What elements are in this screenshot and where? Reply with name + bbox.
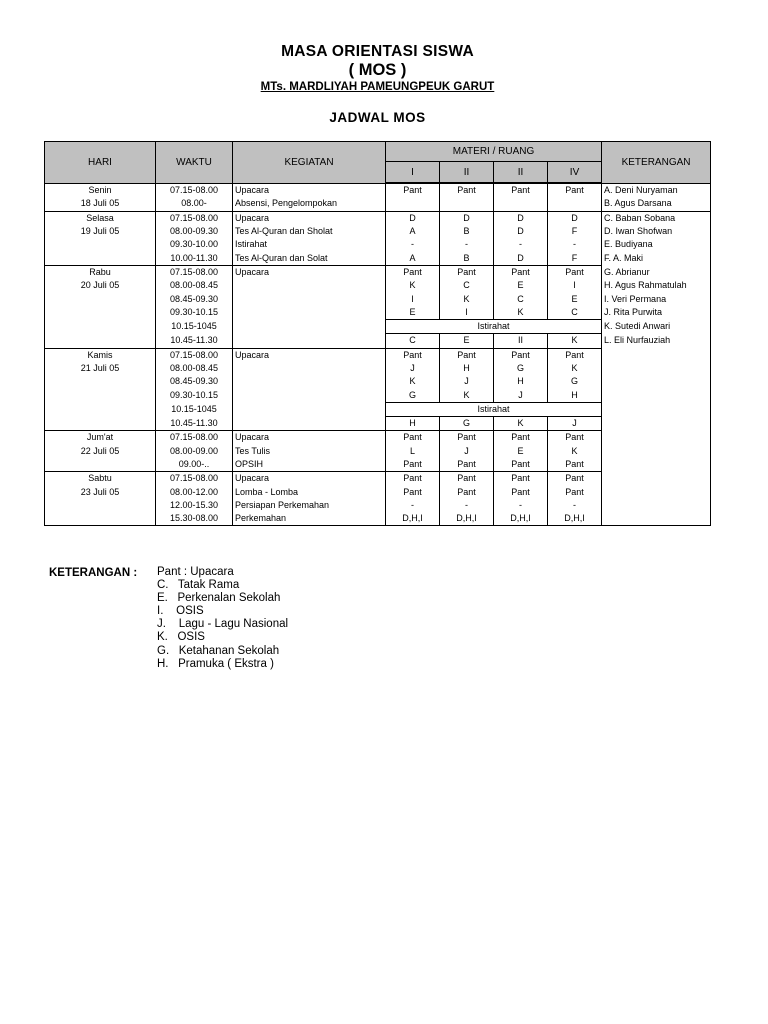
cell-materi-room-3: K xyxy=(494,417,548,431)
table-row xyxy=(45,319,711,333)
cell-keterangan: F. A. Maki xyxy=(602,251,711,265)
cell-kegiatan: Absensi, Pengelompokan xyxy=(233,197,386,211)
cell-waktu: 10.15-1045 xyxy=(156,402,233,416)
cell-hari xyxy=(45,417,156,431)
cell-hari xyxy=(45,334,156,348)
cell-materi-room-4: F xyxy=(548,251,602,265)
cell-materi-room-3: D xyxy=(494,251,548,265)
cell-materi-room-1: C xyxy=(386,334,440,348)
legend-label: KETERANGAN : xyxy=(49,567,138,579)
table-row xyxy=(45,306,711,320)
cell-waktu: 07.15-08.00 xyxy=(156,183,233,197)
legend-list xyxy=(157,566,288,671)
legend-item: K. OSIS xyxy=(157,631,205,644)
cell-materi-room-2: Pant xyxy=(440,486,494,499)
header-room-1: I xyxy=(386,162,440,184)
document-title: MASA ORIENTASI SISWA xyxy=(281,43,474,60)
cell-waktu: 08.00- xyxy=(156,197,233,211)
cell-materi-room-4: K xyxy=(548,334,602,348)
cell-waktu: 09.30-10.15 xyxy=(156,388,233,402)
cell-kegiatan: Upacara xyxy=(233,431,386,445)
cell-materi-room-3: C xyxy=(494,292,548,305)
legend-item: J. Lagu - Lagu Nasional xyxy=(157,618,289,631)
cell-kegiatan: Upacara xyxy=(233,211,386,225)
cell-waktu: 08.00-12.00 xyxy=(156,486,233,499)
cell-materi-room-3: D,H,I xyxy=(494,512,548,526)
cell-hari: 20 Juli 05 xyxy=(45,279,156,292)
cell-kegiatan: Lomba - Lomba xyxy=(233,486,386,499)
cell-keterangan: I. Veri Permana xyxy=(602,292,711,305)
cell-keterangan: C. Baban Sobana xyxy=(602,211,711,225)
cell-materi-room-4: Pant xyxy=(548,472,602,486)
cell-materi-room-2: D xyxy=(440,211,494,225)
cell-hari: Sabtu xyxy=(45,472,156,486)
cell-materi-room-3: Pant xyxy=(494,486,548,499)
cell-materi-room-4: E xyxy=(548,292,602,305)
cell-waktu: 09.00-.. xyxy=(156,458,233,472)
cell-waktu: 08.00-08.45 xyxy=(156,279,233,292)
schedule-body xyxy=(45,183,711,526)
table-row xyxy=(45,211,711,225)
cell-materi-room-1: Pant xyxy=(386,486,440,499)
cell-kegiatan: Tes Al-Quran dan Solat xyxy=(233,251,386,265)
cell-materi-room-1 xyxy=(386,197,440,211)
cell-waktu: 08.45-09.30 xyxy=(156,292,233,305)
cell-materi-room-4 xyxy=(548,197,602,211)
cell-materi-room-1: Pant xyxy=(386,458,440,472)
cell-materi-room-2: H xyxy=(440,362,494,375)
cell-materi-room-1: D xyxy=(386,211,440,225)
cell-keterangan: E. Budiyana xyxy=(602,238,711,251)
cell-keterangan: D. Iwan Shofwan xyxy=(602,225,711,238)
cell-materi-room-2: - xyxy=(440,238,494,251)
table-row xyxy=(45,334,711,348)
table-row xyxy=(45,279,711,292)
cell-materi-room-3: J xyxy=(494,388,548,402)
cell-materi-room-3: E xyxy=(494,279,548,292)
cell-kegiatan: Tes Tulis xyxy=(233,445,386,458)
cell-materi-room-3: Pant xyxy=(494,265,548,279)
cell-materi-room-2 xyxy=(440,197,494,211)
cell-materi-room-1: L xyxy=(386,445,440,458)
cell-materi-room-2: E xyxy=(440,334,494,348)
cell-keterangan: G. Abrianur xyxy=(602,265,711,279)
cell-materi-merged: Istirahat xyxy=(386,402,602,416)
cell-materi-room-3: D xyxy=(494,225,548,238)
cell-kegiatan xyxy=(233,402,386,416)
cell-materi-room-2: D,H,I xyxy=(440,512,494,526)
cell-hari: Senin xyxy=(45,183,156,197)
cell-materi-room-1: D,H,I xyxy=(386,512,440,526)
cell-materi-room-4: K xyxy=(548,445,602,458)
legend-item: Pant : Upacara xyxy=(157,566,234,578)
cell-keterangan: J. Rita Purwita xyxy=(602,306,711,320)
cell-kegiatan xyxy=(233,362,386,375)
cell-hari: 23 Juli 05 xyxy=(45,486,156,499)
cell-hari xyxy=(45,292,156,305)
legend-item: I. OSIS xyxy=(157,605,204,618)
cell-kegiatan xyxy=(233,279,386,292)
cell-hari xyxy=(45,458,156,472)
cell-materi-room-4: Pant xyxy=(548,431,602,445)
cell-materi-room-3: Pant xyxy=(494,431,548,445)
header-room-4: IV xyxy=(548,162,602,184)
cell-materi-room-1: Pant xyxy=(386,183,440,197)
cell-kegiatan: Tes Al-Quran dan Sholat xyxy=(233,225,386,238)
cell-materi-room-3: Pant xyxy=(494,348,548,362)
table-row xyxy=(45,238,711,251)
document-subtitle: ( MOS ) xyxy=(348,61,407,79)
cell-waktu: 08.00-09.30 xyxy=(156,225,233,238)
cell-materi-room-1: A xyxy=(386,251,440,265)
cell-kegiatan xyxy=(233,375,386,388)
cell-waktu: 09.30-10.15 xyxy=(156,306,233,320)
table-row xyxy=(45,197,711,211)
cell-waktu: 09.30-10.00 xyxy=(156,238,233,251)
legend-item: G. Ketahanan Sekolah xyxy=(157,644,280,657)
schedule-table xyxy=(44,141,711,526)
cell-hari xyxy=(45,251,156,265)
cell-waktu: 07.15-08.00 xyxy=(156,348,233,362)
header-hari: HARI xyxy=(45,142,156,184)
cell-materi-room-1: Pant xyxy=(386,265,440,279)
cell-materi-room-3: Pant xyxy=(494,183,548,197)
cell-materi-room-1: Pant xyxy=(386,348,440,362)
cell-materi-room-2: Pant xyxy=(440,458,494,472)
cell-materi-room-2: C xyxy=(440,279,494,292)
cell-hari: 22 Juli 05 xyxy=(45,445,156,458)
cell-waktu: 08.45-09.30 xyxy=(156,375,233,388)
cell-hari: Rabu xyxy=(45,265,156,279)
cell-kegiatan: Upacara xyxy=(233,472,386,486)
cell-materi-room-2: I xyxy=(440,306,494,320)
cell-materi-room-3: H xyxy=(494,375,548,388)
cell-materi-room-3: - xyxy=(494,499,548,512)
cell-materi-room-4: - xyxy=(548,499,602,512)
cell-materi-room-2: J xyxy=(440,375,494,388)
cell-keterangan: L. Eli Nurfauziah xyxy=(602,334,711,348)
cell-hari xyxy=(45,388,156,402)
cell-keterangan: A. Deni Nuryaman xyxy=(602,183,711,197)
cell-keterangan: H. Agus Rahmatulah xyxy=(602,279,711,292)
cell-waktu: 15.30-08.00 xyxy=(156,512,233,526)
cell-keterangan-empty xyxy=(602,348,711,526)
cell-waktu: 08.00-08.45 xyxy=(156,362,233,375)
cell-waktu: 10.15-1045 xyxy=(156,319,233,333)
header-kegiatan: KEGIATAN xyxy=(233,142,386,184)
cell-kegiatan: Upacara xyxy=(233,348,386,362)
cell-materi-room-4: D xyxy=(548,211,602,225)
header-waktu: WAKTU xyxy=(156,142,233,184)
cell-hari: 21 Juli 05 xyxy=(45,362,156,375)
cell-hari xyxy=(45,402,156,416)
cell-materi-room-4: Pant xyxy=(548,348,602,362)
cell-waktu: 08.00-09.00 xyxy=(156,445,233,458)
header-materi-ruang: MATERI / RUANG xyxy=(386,142,602,162)
cell-kegiatan: OPSIH xyxy=(233,458,386,472)
cell-materi-room-3: Pant xyxy=(494,458,548,472)
cell-kegiatan: Upacara xyxy=(233,183,386,197)
cell-kegiatan xyxy=(233,334,386,348)
cell-materi-room-4: F xyxy=(548,225,602,238)
cell-hari xyxy=(45,319,156,333)
cell-keterangan: B. Agus Darsana xyxy=(602,197,711,211)
cell-materi-room-4: - xyxy=(548,238,602,251)
cell-kegiatan: Perkemahan xyxy=(233,512,386,526)
header-keterangan: KETERANGAN xyxy=(602,142,711,184)
cell-materi-room-1: A xyxy=(386,225,440,238)
cell-hari: 18 Juli 05 xyxy=(45,197,156,211)
cell-materi-room-4: C xyxy=(548,306,602,320)
cell-waktu: 10.00-11.30 xyxy=(156,251,233,265)
table-row xyxy=(45,348,711,362)
cell-materi-room-4: D,H,I xyxy=(548,512,602,526)
cell-waktu: 07.15-08.00 xyxy=(156,472,233,486)
cell-materi-room-2: B xyxy=(440,225,494,238)
cell-materi-room-4: K xyxy=(548,362,602,375)
cell-hari xyxy=(45,499,156,512)
cell-materi-room-2: G xyxy=(440,417,494,431)
cell-materi-room-1: G xyxy=(386,388,440,402)
cell-materi-room-4: Pant xyxy=(548,265,602,279)
cell-materi-room-3: G xyxy=(494,362,548,375)
cell-materi-room-2: Pant xyxy=(440,431,494,445)
cell-waktu: 07.15-08.00 xyxy=(156,211,233,225)
cell-waktu: 12.00-15.30 xyxy=(156,499,233,512)
cell-materi-room-1: Pant xyxy=(386,472,440,486)
cell-hari xyxy=(45,512,156,526)
table-row xyxy=(45,292,711,305)
cell-kegiatan: Istirahat xyxy=(233,238,386,251)
cell-keterangan: K. Sutedi Anwari xyxy=(602,319,711,333)
cell-materi-room-1: Pant xyxy=(386,431,440,445)
legend-item: H. Pramuka ( Ekstra ) xyxy=(157,657,274,670)
cell-hari xyxy=(45,306,156,320)
cell-materi-room-1: E xyxy=(386,306,440,320)
cell-kegiatan xyxy=(233,388,386,402)
cell-materi-room-4: J xyxy=(548,417,602,431)
cell-materi-room-2: Pant xyxy=(440,183,494,197)
cell-materi-room-4: I xyxy=(548,279,602,292)
table-row xyxy=(45,265,711,279)
cell-materi-room-3: K xyxy=(494,306,548,320)
cell-materi-room-1: H xyxy=(386,417,440,431)
table-row xyxy=(45,183,711,197)
cell-materi-room-3: D xyxy=(494,211,548,225)
cell-materi-room-1: - xyxy=(386,499,440,512)
cell-materi-room-3: - xyxy=(494,238,548,251)
cell-kegiatan: Upacara xyxy=(233,265,386,279)
school-name: MTs. MARDLIYAH PAMEUNGPEUK GARUT xyxy=(260,81,495,93)
schedule-title: JADWAL MOS xyxy=(329,110,426,125)
cell-materi-room-4: Pant xyxy=(548,458,602,472)
cell-materi-room-1: - xyxy=(386,238,440,251)
cell-materi-room-2: Pant xyxy=(440,265,494,279)
cell-materi-room-2: - xyxy=(440,499,494,512)
table-row xyxy=(45,251,711,265)
cell-hari: Selasa xyxy=(45,211,156,225)
cell-hari xyxy=(45,375,156,388)
cell-materi-room-1: I xyxy=(386,292,440,305)
cell-materi-room-4: Pant xyxy=(548,486,602,499)
cell-materi-room-1: J xyxy=(386,362,440,375)
cell-materi-room-4: G xyxy=(548,375,602,388)
cell-materi-room-4: Pant xyxy=(548,183,602,197)
cell-kegiatan xyxy=(233,319,386,333)
cell-waktu: 07.15-08.00 xyxy=(156,265,233,279)
cell-materi-room-3: II xyxy=(494,334,548,348)
cell-materi-room-2: J xyxy=(440,445,494,458)
cell-waktu: 10.45-11.30 xyxy=(156,417,233,431)
header-room-2: II xyxy=(440,162,494,184)
cell-materi-room-2: K xyxy=(440,292,494,305)
cell-hari: 19 Juli 05 xyxy=(45,225,156,238)
cell-waktu: 07.15-08.00 xyxy=(156,431,233,445)
cell-hari: Kamis xyxy=(45,348,156,362)
cell-materi-room-2: Pant xyxy=(440,348,494,362)
cell-materi-room-2: B xyxy=(440,251,494,265)
cell-materi-room-4: H xyxy=(548,388,602,402)
cell-kegiatan xyxy=(233,306,386,320)
legend-item: C. Tatak Rama xyxy=(157,579,240,592)
cell-materi-room-1: K xyxy=(386,375,440,388)
cell-materi-room-2: K xyxy=(440,388,494,402)
cell-waktu: 10.45-11.30 xyxy=(156,334,233,348)
header-room-3: II xyxy=(494,162,548,184)
cell-kegiatan xyxy=(233,292,386,305)
cell-hari: Jum'at xyxy=(45,431,156,445)
cell-hari xyxy=(45,238,156,251)
legend-item: E. Perkenalan Sekolah xyxy=(157,592,281,605)
cell-materi-room-1: K xyxy=(386,279,440,292)
cell-kegiatan: Persiapan Perkemahan xyxy=(233,499,386,512)
cell-materi-room-3: E xyxy=(494,445,548,458)
cell-materi-room-2: Pant xyxy=(440,472,494,486)
cell-materi-room-3 xyxy=(494,197,548,211)
cell-materi-room-3: Pant xyxy=(494,472,548,486)
cell-kegiatan xyxy=(233,417,386,431)
cell-materi-merged: Istirahat xyxy=(386,319,602,333)
table-row xyxy=(45,225,711,238)
